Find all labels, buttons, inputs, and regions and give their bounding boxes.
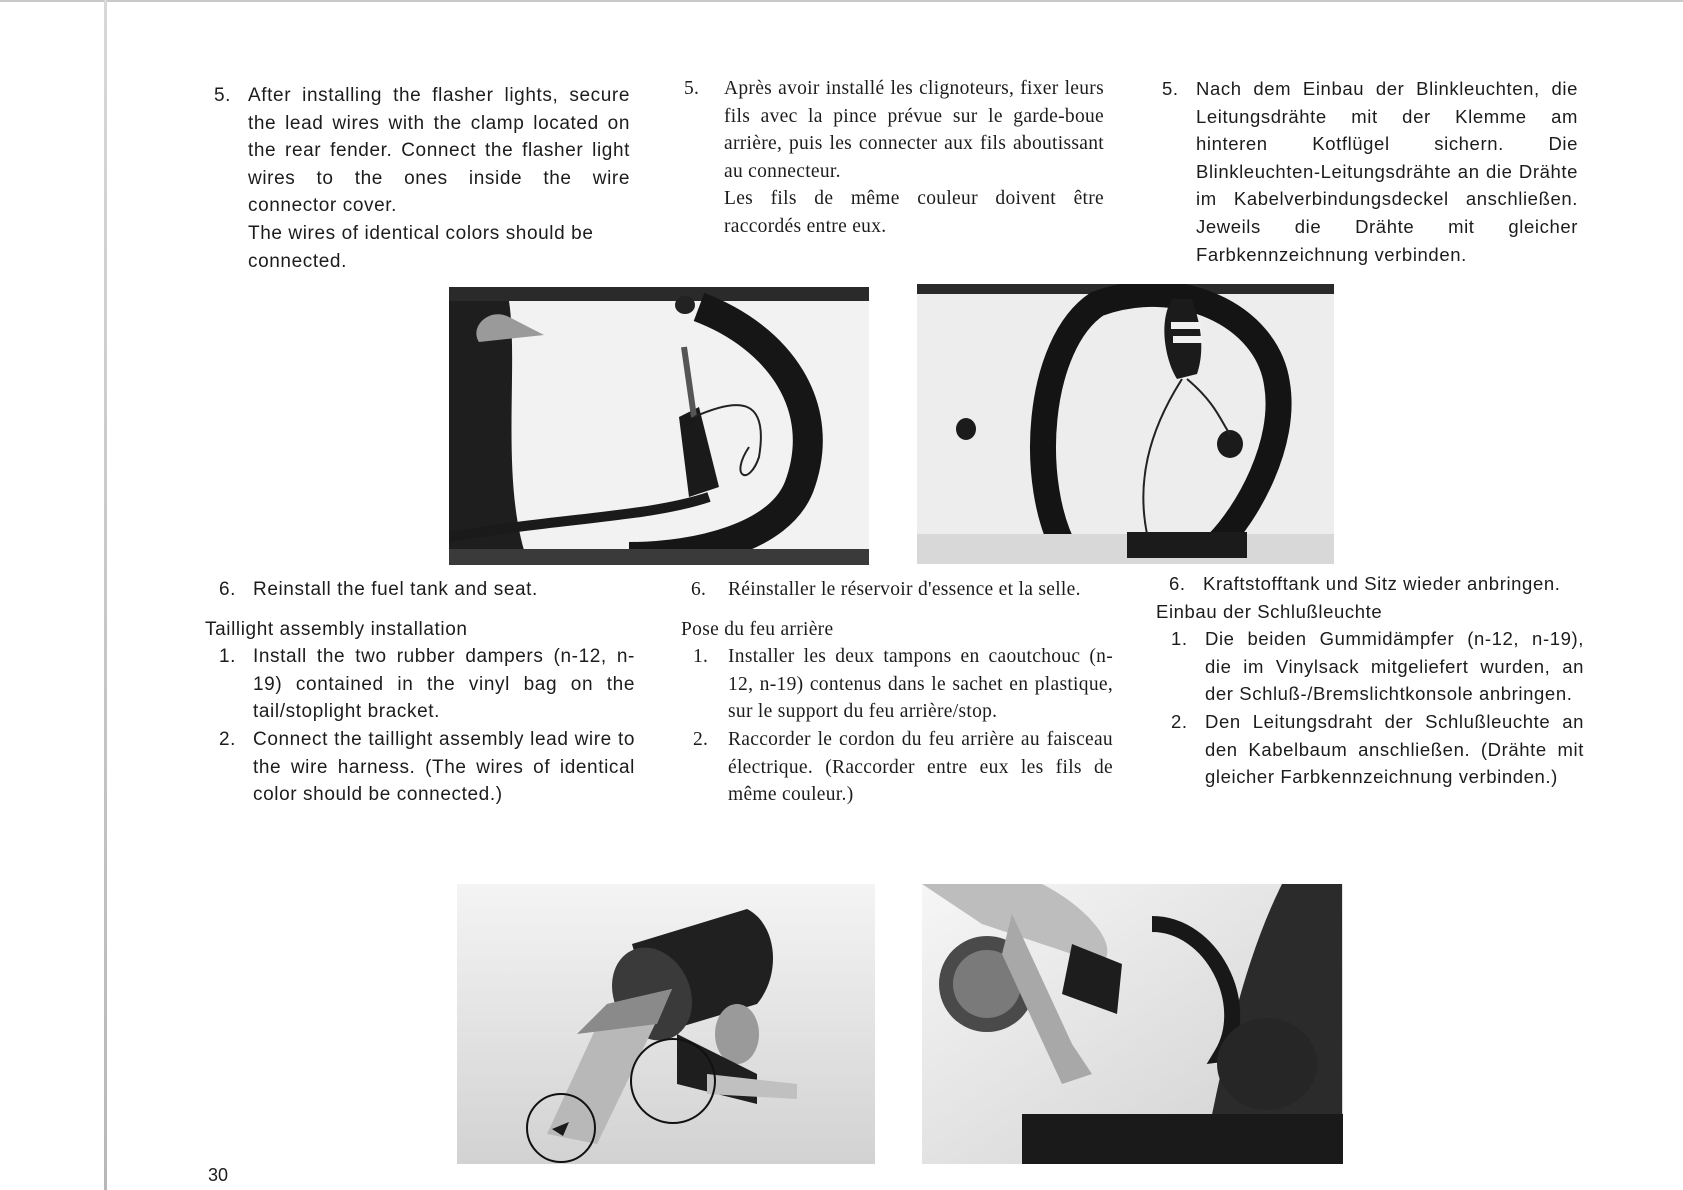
- step-text: Install the two rubber dampers (n-12, n-19) contained in the vinyl bag on the tail/stoplight bracket.: [253, 646, 635, 723]
- step-number: 6.: [1169, 573, 1186, 594]
- binding-spine: [104, 0, 107, 1190]
- step-1-fr: [681, 643, 1113, 726]
- bottom-text-french: [681, 576, 1113, 809]
- step-text: Kraftstofftank und Sitz wieder anbringen.: [1203, 573, 1561, 594]
- step-5-en: [214, 82, 630, 275]
- step-number: 5.: [214, 85, 232, 106]
- step-6-de: [1156, 570, 1584, 598]
- step-text: Installer les deux tampons en caoutchouc (n-12, n-19) contenus dans le sachet en plastique, sur le support du feu arrière/stop.: [728, 646, 1113, 723]
- step-6-en: [205, 576, 635, 604]
- step-number: 1.: [219, 646, 237, 668]
- photo-icon: [457, 884, 875, 1164]
- step-text: Den Leitungsdraht der Schlußleuchte an den Kabelbaum anschließen. (Drähte mit gleicher Farbkennzeichnung verbinden.): [1205, 710, 1584, 788]
- step-number: 1.: [693, 646, 709, 668]
- photo-icon: [917, 284, 1334, 564]
- step-5-fr: [684, 75, 1104, 241]
- step-2-fr: [681, 726, 1113, 809]
- step-6-fr: [681, 576, 1113, 604]
- step-number: 1.: [1171, 628, 1188, 650]
- step-2-en: [205, 726, 635, 809]
- step-1-en: [205, 643, 635, 726]
- step-number: 5.: [684, 78, 700, 99]
- step-text: Nach dem Einbau der Blinkleuchten, die Leitungsdrähte mit der Klemme am hinteren Kotflügel sichern. Die Blinkleuchten-Leitungsdrähte an die Drähte im Kabelverbindungsdeckel anschließen. Jeweils die Drähte mit gleicher Farbkennzeichnung verbinden.: [1196, 78, 1578, 265]
- photo-icon: [922, 884, 1343, 1164]
- step-2-de: [1156, 708, 1584, 791]
- page-number: 30: [208, 1165, 229, 1185]
- step-text: Réinstaller le réservoir d'essence et la selle.: [728, 579, 1081, 600]
- top-text-english: [214, 82, 630, 275]
- section-heading: Pose du feu arrière: [681, 618, 834, 640]
- step-text: Les fils de même couleur doivent être raccordés entre eux.: [724, 188, 1104, 237]
- step-1-de: [1156, 625, 1584, 708]
- bottom-text-german: [1156, 570, 1584, 791]
- step-number: 6.: [219, 579, 237, 600]
- page-top-edge: [0, 0, 1683, 2]
- step-text: Reinstall the fuel tank and seat.: [253, 579, 538, 600]
- step-text: After installing the flasher lights, secure the lead wires with the clamp located on the rear fender. Connect the flasher light wires to the ones inside the wire connector cover.: [248, 85, 630, 217]
- top-text-german: [1162, 75, 1578, 268]
- step-text: Connect the taillight assembly lead wire to the wire harness. (The wires of identical color should be connected.): [253, 728, 635, 806]
- step-text: Raccorder le cordon du feu arrière au faisceau électrique. (Raccorder entre eux les fils de même couleur.): [728, 728, 1113, 806]
- step-number: 2.: [693, 728, 709, 750]
- photo-flasher-wires-right: [917, 284, 1334, 564]
- photo-taillight-bracket: [457, 884, 875, 1164]
- top-text-french: [684, 75, 1104, 241]
- photo-taillight-installed: [922, 884, 1343, 1164]
- step-number: 2.: [1171, 710, 1188, 732]
- step-text: The wires of identical colors should be connected.: [248, 222, 594, 272]
- step-number: 2.: [219, 728, 237, 750]
- step-number: 6.: [691, 579, 707, 600]
- photo-flasher-wires-left: [449, 287, 869, 565]
- step-text: Die beiden Gummidämpfer (n-12, n-19), die im Vinylsack mitgeliefert wurden, an der Schluß-/Bremslichtkonsole anbringen.: [1205, 628, 1584, 705]
- step-text: Après avoir installé les clignoteurs, fixer leurs fils avec la pince prévue sur le garde-boue arrière, puis les connecter aux fils aboutissant au connecteur.: [724, 78, 1104, 182]
- photo-icon: [449, 287, 869, 565]
- step-5-de: [1162, 75, 1578, 268]
- section-heading: Taillight assembly installation: [205, 618, 468, 640]
- section-heading: Einbau der Schlußleuchte: [1156, 600, 1383, 622]
- step-number: 5.: [1162, 78, 1179, 99]
- bottom-text-english: [205, 576, 635, 809]
